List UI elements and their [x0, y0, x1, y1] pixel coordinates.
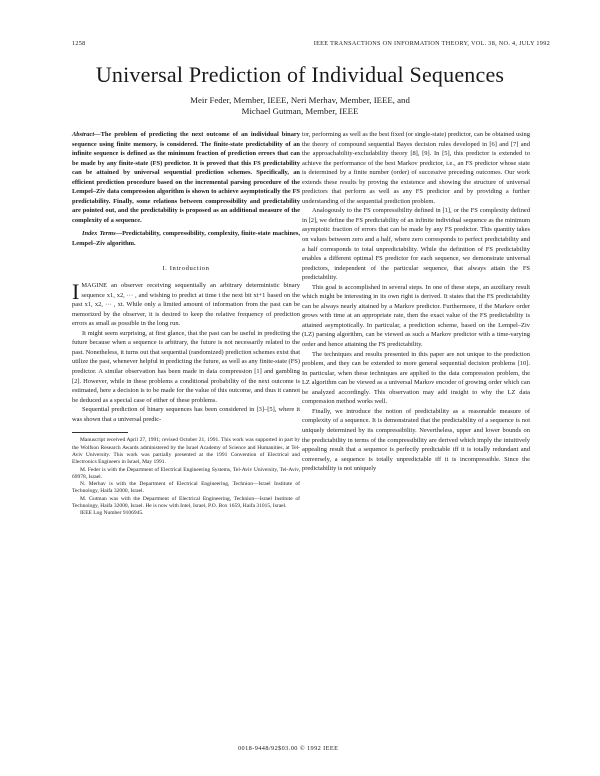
page-number: 1258: [72, 40, 86, 47]
author-line-1: Meir Feder, Member, IEEE, Neri Merhav, Member, IEEE, and: [190, 95, 410, 105]
index-terms-text: Predictability, compressibility, complexity, finite-state machines, Lempel–Ziv algorithm.: [72, 230, 300, 248]
abstract-label: Abstract—: [72, 131, 101, 138]
body-paragraph-5: Finally, we introduce the notion of predictability as a reasonable measure of complexity of a sequence. It is demonstrated that the predictability of a sequence is not uniquely determined by its compressibility. Nevertheless, upper and lower bounds on the predictability in terms of the compressibility are derived which imply the intuitively appealing result that a sequence is perfectly predictable iff it is totally redundant and conversely, a sequence is totally unpredictable iff it is incompressible. Since the predictability is not uniquely: [302, 407, 530, 473]
intro-paragraph-3: Sequential prediction of binary sequences has been considered in [3]–[5], where it was shown that a universal predic-: [72, 406, 300, 423]
author-list: [120, 95, 480, 117]
body-paragraph-1: tor, performing as well as the best fixed (or single-state) predictor, can be obtained using the theory of compound sequential Bayes decision rules developed in [6] and [7] and the approachability-excludability theory [8], [9]. In [5], this predictor is extended to achieve the performance of the best Markov predictor, i.e., an FS predictor whose state is determined by a finite number (order) of successive preceding outcomes. Our work extends these results by proving the existence and showing the structure of universal predictors that perform as well as any FS predictor and by providing a further understanding of the sequential prediction problem.: [302, 131, 530, 205]
footnote-gutman: M. Gutman was with the Department of Electrical Engineering, Technion—Israel Institute of Technology, Haifa 32000, Israel. He is now with Intel, Israel, P.O. Box 1659, Haifa 31015, Israel.: [72, 495, 300, 509]
footnote-rule: [72, 432, 128, 433]
author-line-2: Michael Gutman, Member, IEEE: [241, 106, 359, 116]
footnote-manuscript: Manuscript received April 27, 1991; revised October 21, 1991. This work was supported in part by the Wolfson Research Awards administered by the Israel Academy of Science and Humanities, at Tel-Aviv University. This work was partially presented at the 1991 Convention of Electrical and Electronics Engineers in Israel, May 1991.: [72, 437, 300, 466]
section-heading-introduction: I. Introduction: [162, 264, 210, 272]
body-paragraph-2: Analogously to the FS compressibility defined in [1], or the FS complexity defined in [2], we define the FS predictability of an infinite individual sequence as the minimum asymptotic fraction of errors that can be made by any FS predictor. This quantity takes on values between zero and a half, where zero corresponds to perfect predictability and a half corresponds to total unpredictability. While the definition of FS predictability enables a different optimal FS predictor for each sequence, we demonstrate universal predictors, independent of the particular sequence, that always attain the FS predictability.: [302, 207, 530, 282]
intro-paragraph-1: [72, 281, 300, 329]
drop-cap: I: [72, 279, 80, 305]
footnote-feder: M. Feder is with the Department of Electrical Engineering Systems, Tel-Aviv University, Tel-Aviv, 69978, Israel.: [72, 466, 300, 480]
abstract-text: The problem of predicting the next outcome of an individual binary sequence using finite memory, is considered. The finite-state predictability of an infinite sequence is defined as the minimum fraction of prediction errors that can be made by any finite-state (FS) predictor. It is proved that this FS predictability can be attained by universal sequential prediction schemes. Specifically, an efficient prediction procedure based on the incremental parsing procedure of the Lempel–Ziv data compression algorithm is shown to achieve asymptotically the FS predictability. Finally, some relations between compressibility and predictability are pointed out, and the predictability is proposed as an additional measure of the complexity of a sequence.: [72, 131, 300, 224]
index-terms: [72, 229, 300, 248]
copyright-line: 0018-9448/92$03.00 © 1992 IEEE: [238, 745, 339, 752]
left-column: [72, 130, 300, 518]
intro-paragraph-2: It might seem surprising, at first glance, that the past can be useful in predicting the future because when a sequence is arbitrary, the future is not necessarily related to the past. Nonetheless, it turns out that sequential (randomized) prediction schemes exist that utilize the past, whenever helpful in predicting the future, as well as any finite-state (FS) predictor. A similar observation has been made in data compression [1] and gambling [2]. However, while in these problems a conditional probability of the next outcome is estimated, here a decision is to be made for the value of this outcome, and thus it cannot be deduced as a special case of either of these problems.: [72, 329, 300, 404]
right-column: [302, 130, 530, 474]
intro-paragraph-1-text: MAGINE an observer receiving sequentially an arbitrary deterministic binary sequence x1, x2, ··· , and wishing to predict at time t the next bit xt+1 based on the past x1, x2, ··· , xt. While only a limited amount of information from the past can be memorized by the observer, it is desired to keep the relative frequency of prediction errors as small as possible in the long run.: [72, 282, 300, 328]
footnote-log-number: IEEE Log Number 9106945.: [80, 510, 144, 517]
footnote-merhav: N. Merhav is with the Department of Electrical Engineering, Technion—Israel Institute of Technology, Haifa 32000, Israel.: [72, 481, 300, 495]
abstract: [72, 130, 300, 225]
body-paragraph-3: This goal is accomplished in several steps. In one of these steps, an auxiliary result which might be interesting in its own right is derived. It states that the FS predictability can be always nearly attained by a Markov predictor. Furthermore, if the Markov order grows with time at an appropriate rate, then the exact value of the FS predictability is attained asymptotically. In particular, a prediction scheme, based on the Lempel–Ziv (LZ) parsing algorithm, can be viewed as such a Markov predictor with a time-varying order and hence attaining the FS predictability.: [302, 283, 530, 349]
running-head: [72, 40, 550, 50]
footnotes: [72, 437, 300, 517]
paper-title: Universal Prediction of Individual Sequences: [95, 62, 505, 87]
journal-header: IEEE TRANSACTIONS ON INFORMATION THEORY, VOL. 38, NO. 4, JULY 1992: [313, 40, 550, 47]
body-paragraph-4: The techniques and results presented in this paper are not unique to the prediction problem, and they can be extended to more general sequential decision problems [10]. In particular, when these techniques are applied to the data compression problem, the LZ algorithm can be viewed as a universal Markov encoder of growing order which can be analyzed accordingly. This observation may add insight to why the LZ data compression method works well.: [302, 350, 530, 406]
index-terms-label: Index Terms—: [82, 230, 123, 238]
